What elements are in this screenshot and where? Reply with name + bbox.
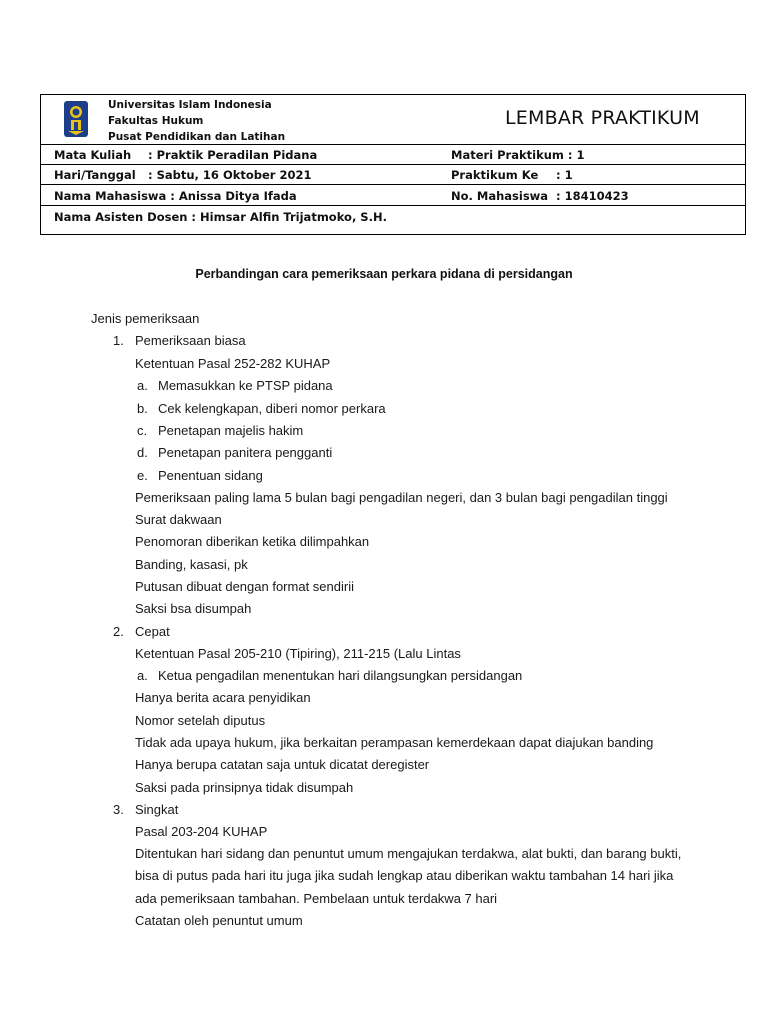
nama-mahasiswa: Nama Mahasiswa : Anissa Ditya Ifada	[54, 189, 297, 203]
step-text: Penetapan majelis hakim	[158, 423, 304, 438]
divider	[41, 205, 745, 206]
step-letter: b.	[137, 401, 148, 416]
step-text: Ketua pengadilan menentukan hari dilangsungkan persidangan	[158, 668, 523, 683]
note-text: Catatan oleh penuntut umum	[135, 913, 303, 928]
step-text: Penentuan sidang	[158, 468, 263, 483]
note-text: Saksi pada prinsipnya tidak disumpah	[135, 780, 354, 795]
section-heading: Cepat	[135, 624, 170, 639]
note-text: Penomoran diberikan ketika dilimpahkan	[135, 534, 370, 549]
note-text: Hanya berupa catatan saja untuk dicatat deregister	[135, 757, 430, 772]
note-text: Tidak ada upaya hukum, jika berkaitan perampasan kemerdekaan dapat diajukan banding	[135, 735, 654, 750]
step-text: Cek kelengkapan, diberi nomor perkara	[158, 401, 386, 416]
hari-tanggal-value: : Sabtu, 16 Oktober 2021	[148, 168, 312, 182]
step-letter: c.	[137, 423, 148, 438]
hari-tanggal-label: Hari/Tanggal	[54, 168, 136, 182]
intro-text: Jenis pemeriksaan	[91, 311, 200, 326]
step-text: Memasukkan ke PTSP pidana	[158, 378, 333, 393]
section-basis: Ketentuan Pasal 205-210 (Tipiring), 211-215 (Lalu Lintas	[135, 646, 461, 661]
note-text: Saksi bsa disumpah	[135, 601, 252, 616]
materi-praktikum: Materi Praktikum : 1	[451, 148, 585, 162]
section-number: 1.	[113, 333, 124, 348]
section-number: 2.	[113, 624, 124, 639]
note-text: Surat dakwaan	[135, 512, 222, 527]
section-heading: Pemeriksaan biasa	[135, 333, 246, 348]
mata-kuliah-value: : Praktik Peradilan Pidana	[148, 148, 318, 162]
divider	[41, 184, 745, 185]
step-letter: e.	[137, 468, 148, 483]
note-text: bisa di putus pada hari itu juga jika sudah lengkap atau diberikan waktu tambahan 14 hari jika	[135, 868, 674, 883]
section-number: 3.	[113, 802, 124, 817]
divider	[41, 164, 745, 165]
note-text: ada pemeriksaan tambahan. Pembelaan untuk terdakwa 7 hari	[135, 891, 498, 906]
note-text: Hanya berita acara penyidikan	[135, 690, 311, 705]
no-mahasiswa-label: No. Mahasiswa	[451, 189, 549, 203]
note-text: Pemeriksaan paling lama 5 bulan bagi pengadilan negeri, dan 3 bulan bagi pengadilan tinggi	[135, 490, 668, 505]
no-mahasiswa-value: : 18410423	[556, 189, 629, 203]
note-text: Nomor setelah diputus	[135, 713, 266, 728]
section-basis: Ketentuan Pasal 252-282 KUHAP	[135, 356, 331, 371]
section-basis: Pasal 203-204 KUHAP	[135, 824, 268, 839]
step-letter: d.	[137, 445, 148, 460]
step-letter: a.	[137, 378, 148, 393]
divider	[41, 144, 745, 145]
mata-kuliah-label: Mata Kuliah	[54, 148, 132, 162]
doc-type-title: LEMBAR PRAKTIKUM	[505, 107, 700, 129]
center-name: Pusat Pendidikan dan Latihan	[108, 131, 286, 143]
nama-asisten: Nama Asisten Dosen : Himsar Alfin Trijatmoko, S.H.	[54, 210, 387, 224]
praktikum-ke-value: : 1	[556, 168, 573, 182]
page-title: Perbandingan cara pemeriksaan perkara pidana di persidangan	[195, 267, 573, 281]
note-text: Putusan dibuat dengan format sendirii	[135, 579, 354, 594]
faculty-name: Fakultas Hukum	[108, 115, 204, 127]
praktikum-ke-label: Praktikum Ke	[451, 168, 539, 182]
institution-name: Universitas Islam Indonesia	[108, 99, 272, 111]
section-heading: Singkat	[135, 802, 179, 817]
note-text: Banding, kasasi, pk	[135, 557, 248, 572]
note-text: Ditentukan hari sidang dan penuntut umum mengajukan terdakwa, alat bukti, dan barang bukti,	[135, 846, 682, 861]
institution-block	[108, 97, 285, 145]
step-text: Penetapan panitera pengganti	[158, 445, 333, 460]
header-box	[40, 94, 746, 235]
university-crest-icon	[63, 100, 89, 138]
step-letter: a.	[137, 668, 148, 683]
